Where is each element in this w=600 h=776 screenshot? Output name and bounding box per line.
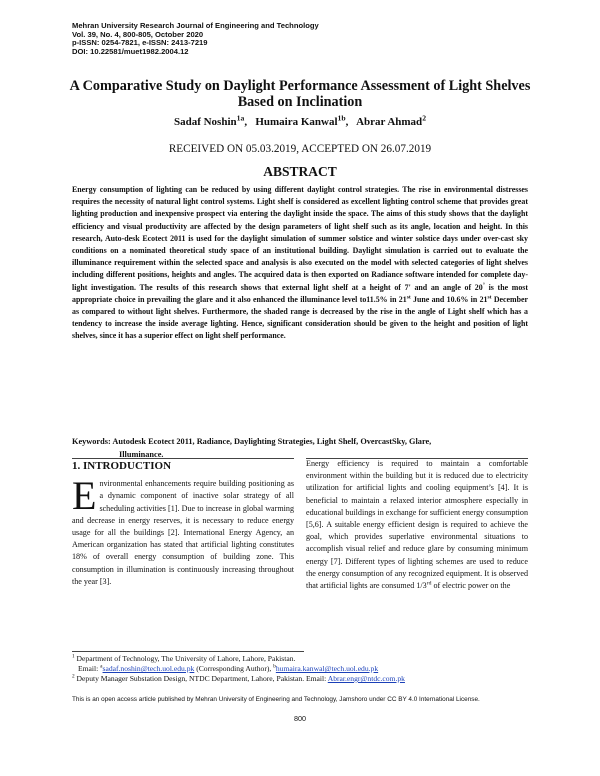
keywords-list: Autodesk Ecotect 2011, Radiance, Daylighting Strategies, Light Shelf, OvercastSky, Glare, — [112, 437, 432, 446]
footnotes: $^1$ Department of Technology, The University of Lahore, Lahore, Pakistan. Email: $^a$sadaf.noshin@tech.uol.edu.pk (Corresponding Author), $^b$humaira.kanwal@tech.uol.edu.pk $^2$ Deputy Manager Substation Design, NTDC Department, Lahore, Pakistan. Email: Abrar.engr@ntdc.com.pk — [72, 653, 405, 683]
author-1: Sadaf Noshin — [173, 116, 237, 128]
journal-header — [72, 22, 319, 56]
journal-name: Mehran University Research Journal of Engineering and Technology — [72, 21, 319, 30]
issn-line: p-ISSN: 0254-7821, e-ISSN: 2413-7219 — [72, 38, 208, 48]
abstract-heading: ABSTRACT — [263, 164, 337, 179]
footnote-divider — [72, 651, 304, 652]
author-2-affiliation: 1b — [337, 113, 346, 123]
volume-line: Vol. 39, No. 4, 800-805, October 2020 — [72, 29, 204, 39]
footnote-2: Deputy Manager Substation Design, NTDC Department, Lahore, Pakistan. Email: — [74, 674, 328, 683]
email-link-a[interactable]: sadaf.noshin@tech.uol.edu.pk — [102, 664, 195, 673]
title-line-1: A Comparative Study on Daylight Performance Assessment of Light Shelves — [69, 78, 531, 94]
title-line-2: Based on Inclination — [237, 94, 363, 110]
keywords-label: Keywords: — [72, 437, 111, 446]
abstract-text: Energy consumption of lighting can be reduced by using different daylight control strategies. The rise in environmental distresses requires the necessity of natural light control systems. Light shelf is considered as excellent lighting control scheme that provides great lighting production and inexpensive prospect via entering the daylight inside the space. The aims of this study shows that the daylight efficiency and visual productivity are affected by the design parameters of light shelf such as its angle, location and height. In this research, Auto-desk Ecotect 2011 is used for the daylight simulation of summer solstice and winter solstice days under over-cast sky conditions on a nominated theoretical study space of an institutional building. Daylight simulation is carried out to evaluate the illuminance requirement within the selected space and analysis is also executed on the model with selected categories of light shelves including different positions, heights and angles. The acquired data is then exported on Radiance software intended for complete day-light investigation. The results of this research shows that external light shelf at a height of 7' and an angle of 20° is the most appropriate choice in prevailing the glare and it also enhanced the illuminance level to11.5% in 21st June and 10.6% in 21st December as compared to without light shelves. Furthermore, the shaded range is decreased by the rise in the angle of Light shelf which has a tendency to increase the inside average lighting. Hence, significant consideration should be given to the height and position of light shelves, since it has a superior effect on light shelf performance. — [72, 185, 528, 341]
intro-left-column — [72, 456, 294, 588]
author-3-affiliation: 2 — [422, 113, 427, 123]
page-number: 800 — [294, 714, 306, 723]
author-1-affiliation: 1a — [236, 113, 245, 123]
author-2: Humaira Kanwal — [255, 116, 338, 128]
footnote-1: Department of Technology, The University of Lahore, Lahore, Pakistan. — [74, 654, 296, 663]
author-list: Sadaf Noshin$^{1a}$, Humaira Kanwal$^{1b}$, Abrar Ahmad$^2$ — [173, 113, 427, 128]
intro-paragraph-2: Energy efficiency is required to maintain a comfortable environment within the building but it is reduced due to electricity utilization for artificial lights and cooling equipment’s [4]. It is beneficial to maintain a relaxed interior atmosphere especially in educational buildings in exchange for sufficient energy consumption [5,6]. A suitable energy efficient design is required to achieve the goal, which provides superlative environmental situations to accomplish visual relief and reduce glare by consuming minimum energy [7]. Different types of lighting schemes are used to reduce the energy consumption of any recognized equipment. It is observed that artificial lights are consumed 1/3 — [306, 459, 528, 591]
section-heading: 1. INTRODUCTION — [72, 460, 172, 472]
intro-right-column: Energy efficiency is required to maintain a comfortable environment within the building but it is reduced due to electricity utilization for artificial lights and cooling equipment’s [4]. It is beneficial to maintain a relaxed interior atmosphere especially in educational buildings in exchange for sufficient energy consumption [5,6]. A suitable energy efficient design is required to achieve the goal, which provides superlative environmental situations to accomplish visual relief and reduce glare by consuming minimum energy [7]. Different types of lighting schemes are used to reduce the energy consumption of any recognized equipment. It is observed that artificial lights are consumed 1/3rd of electric power on the — [306, 459, 528, 591]
email-link-c[interactable]: Abrar.engr@ntdc.com.pk — [327, 674, 405, 683]
paper-title — [40, 78, 560, 110]
keywords-list-cont: Illuminance. — [119, 449, 164, 459]
intro-paragraph-1: nvironmental enhancements require building positioning as a dynamic component of inactive solar strategy of all scheduling activities [1]. Due to increase in global warming and decrease in energy reserves, it is necessary to reduce energy usage for all the buildings [2]. International Energy Agency, an American organization has stated that artificial lighting constitutes 18% of overall energy consumption of building zone. This consumption in illumination is continuously increasing throughout the year [3]. — [72, 479, 294, 586]
license-notice: This is an open access article published by Mehran University of Engineering and Technology, Jamshoro under CC BY 4.0 International License. — [72, 696, 480, 703]
email-link-b[interactable]: humaira.kanwal@tech.uol.edu.pk — [275, 664, 379, 673]
doi-line: DOI: 10.22581/muet1982.2004.12 — [72, 46, 189, 56]
received-dates: RECEIVED ON 05.03.2019, ACCEPTED ON 26.07.2019 — [168, 143, 432, 155]
drop-cap: E — [72, 473, 97, 519]
author-3: Abrar Ahmad — [356, 116, 423, 128]
